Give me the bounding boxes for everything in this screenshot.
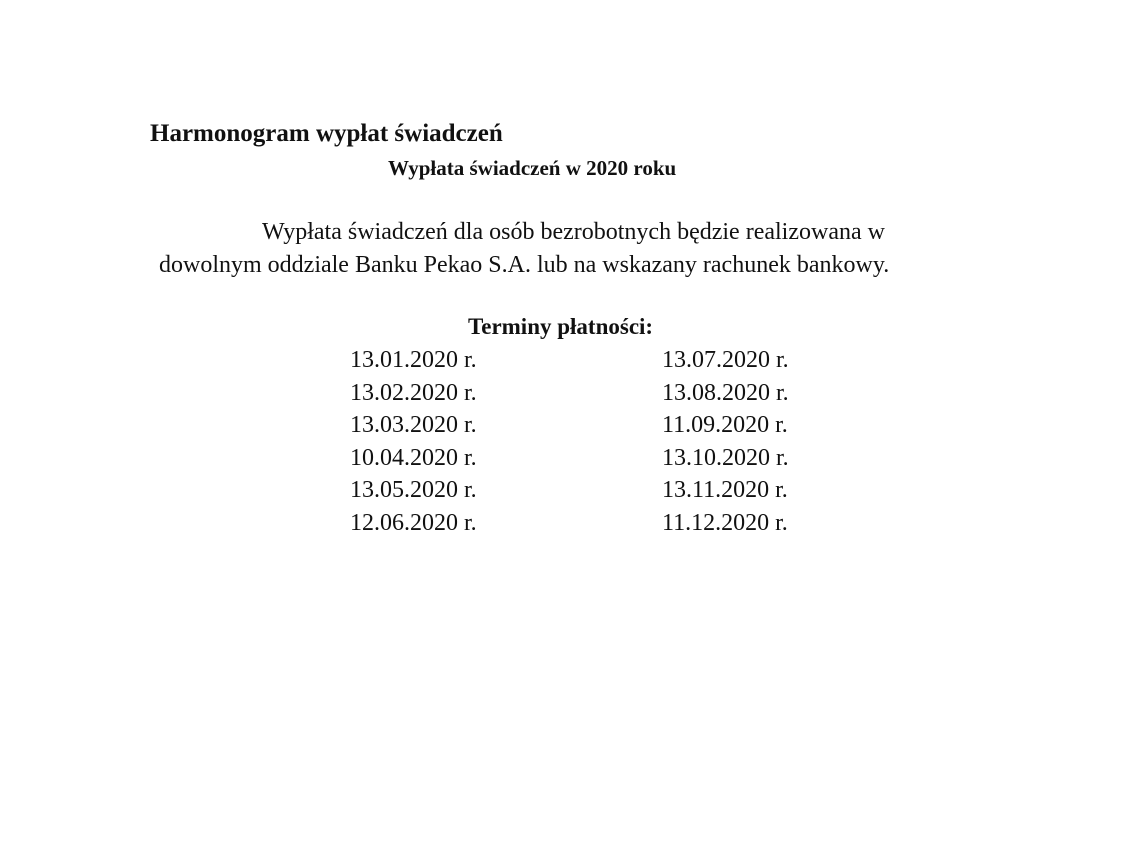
- paragraph-line-1: Wypłata świadczeń dla osób bezrobotnych będzie realizowana w: [262, 219, 885, 245]
- payment-date: 13.07.2020 r.: [662, 347, 789, 373]
- payment-date: 13.11.2020 r.: [662, 477, 788, 503]
- payment-date: 13.03.2020 r.: [350, 412, 477, 438]
- payment-date: 13.02.2020 r.: [350, 379, 477, 406]
- payment-date: 11.12.2020 r.: [662, 509, 788, 536]
- payment-date: 10.04.2020 r.: [350, 444, 477, 471]
- payment-date: 13.01.2020 r.: [350, 347, 477, 373]
- payment-terms-heading: Terminy płatności:: [468, 314, 654, 339]
- dates-column-left: [350, 344, 477, 539]
- payment-date: 13.05.2020 r.: [350, 477, 477, 503]
- payment-date: 12.06.2020 r.: [350, 509, 477, 536]
- dates-column-right: [662, 344, 789, 539]
- payment-date: 11.09.2020 r.: [662, 412, 788, 438]
- document-title: Harmonogram wypłat świadczeń: [150, 120, 503, 147]
- paragraph-line-2: dowolnym oddziale Banku Pekao S.A. lub na wskazany rachunek bankowy.: [159, 252, 890, 278]
- document-subtitle: Wypłata świadczeń w 2020 roku: [388, 156, 677, 180]
- payment-date: 13.08.2020 r.: [662, 379, 789, 406]
- payment-date: 13.10.2020 r.: [662, 444, 789, 471]
